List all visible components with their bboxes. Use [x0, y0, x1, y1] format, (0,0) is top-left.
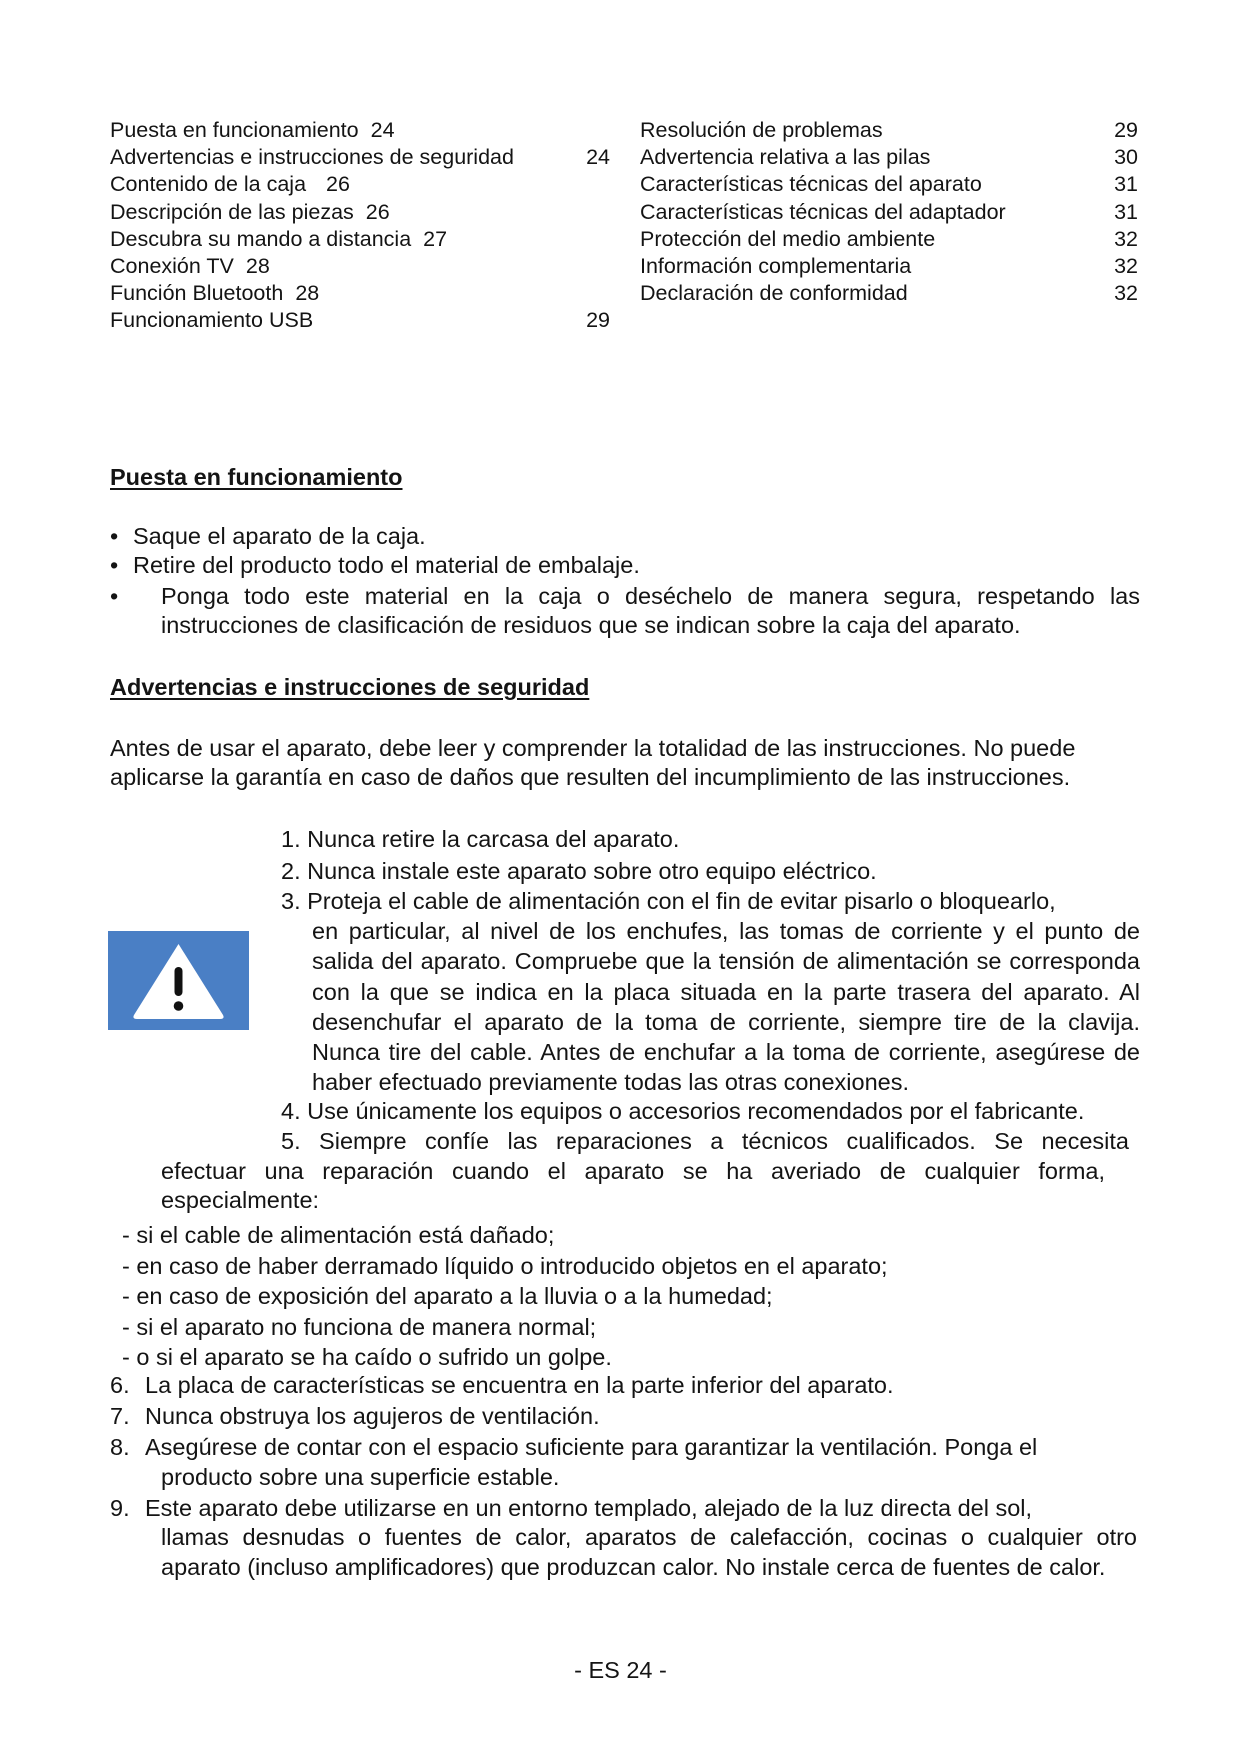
section-heading-puesta-en-funcionamiento: Puesta en funcionamiento	[110, 464, 403, 490]
toc-entry-page: 32	[1114, 226, 1138, 251]
safety-item-2: 2. Nunca instale este aparato sobre otro equipo eléctrico.	[281, 858, 877, 884]
toc-entry-page: 24	[586, 145, 610, 170]
safety-item-9-lead: Este aparato debe utilizarse en un entorno templado, alejado de la luz directa del sol,	[145, 1495, 1033, 1521]
safety-item-1: 1. Nunca retire la carcasa del aparato.	[281, 826, 680, 852]
list-item: - si el aparato no funciona de manera normal;	[122, 1313, 597, 1340]
toc-entry-page: 29	[586, 308, 610, 333]
toc-entry	[110, 144, 610, 171]
safety-item-6-number: 6.	[110, 1372, 130, 1398]
section-heading-advertencias: Advertencias e instrucciones de seguridad	[110, 674, 590, 700]
toc-entry-title: Advertencias e instrucciones de seguridad	[110, 145, 514, 170]
toc-entry-page: 28	[245, 253, 270, 278]
toc-entry-title: Descubra su mando a distancia	[110, 226, 412, 251]
list-item	[110, 522, 1140, 551]
safety-item-5-text: efectuar una reparación cuando el aparato se ha averiado de cualquier forma, especialmente:	[161, 1158, 1105, 1213]
toc-entry	[640, 226, 1138, 253]
toc-entry-title: Función Bluetooth	[110, 281, 284, 306]
safety-item-7-number: 7.	[110, 1403, 130, 1429]
safety-item-8-number: 8.	[110, 1434, 130, 1460]
toc-entry	[640, 199, 1138, 226]
toc-entry	[110, 253, 610, 280]
safety-item-4: 4. Use únicamente los equipos o accesorios recomendados por el fabricante.	[281, 1098, 1085, 1124]
toc-entry	[640, 144, 1138, 171]
toc-entry	[110, 307, 610, 334]
toc-entry	[110, 199, 610, 226]
toc-entry-title: Advertencia relativa a las pilas	[640, 145, 931, 170]
toc-entry-title: Puesta en funcionamiento	[110, 118, 359, 142]
list-item: - en caso de exposición del aparato a la lluvia o a la humedad;	[122, 1283, 773, 1309]
safety-item-6: La placa de características se encuentra en la parte inferior del aparato.	[145, 1372, 894, 1398]
safety-item-9-number: 9.	[110, 1495, 130, 1521]
toc-entry-page: 24	[370, 118, 395, 142]
toc-entry-title: Funcionamiento USB	[110, 308, 314, 333]
safety-item-8-text: producto sobre una superficie estable.	[161, 1464, 560, 1490]
toc-entry	[640, 280, 1138, 307]
list-item: - si el cable de alimentación está dañado;	[122, 1222, 555, 1248]
safety-item-8-lead: Asegúrese de contar con el espacio suficiente para garantizar la ventilación. Ponga el	[145, 1434, 1038, 1460]
toc-entry	[640, 117, 1138, 144]
warning-triangle-icon	[108, 931, 249, 1030]
toc-entry-title: Contenido de la caja	[110, 172, 307, 197]
toc-left-column	[110, 117, 610, 335]
toc-entry-title: Declaración de conformidad	[640, 281, 908, 306]
damage-conditions-list	[122, 1221, 888, 1374]
toc-entry-title: Características técnicas del adaptador	[640, 199, 1006, 224]
toc-entry	[110, 226, 610, 253]
toc-entry-page: 30	[1114, 145, 1138, 170]
bullet-icon: •	[110, 552, 119, 578]
safety-item-9-text: llamas desnudas o fuentes de calor, aparatos de calefacción, cocinas o cualquier otro aparato (incluso amplificadores) que produzcan calor. No instale cerca de fuentes de calor.	[161, 1524, 1137, 1580]
toc-entry-title: Características técnicas del aparato	[640, 172, 982, 197]
toc-entry-title: Conexión TV	[110, 253, 234, 278]
toc-entry	[640, 253, 1138, 280]
toc-entry-page: 31	[1114, 199, 1138, 224]
toc-entry-page: 27	[423, 226, 448, 251]
list-item: - en caso de haber derramado líquido o introducido objetos en el aparato;	[122, 1252, 888, 1279]
list-item-text: Saque el aparato de la caja.	[133, 523, 426, 549]
toc-entry	[110, 280, 610, 307]
toc-entry-page: 26	[365, 199, 390, 224]
toc-entry	[110, 117, 610, 144]
toc-right-column	[640, 117, 1138, 307]
list-item	[110, 582, 1140, 640]
toc-entry-page: 26	[326, 172, 350, 197]
toc-entry-title: Protección del medio ambiente	[640, 226, 936, 251]
toc-entry-page: 32	[1114, 253, 1138, 278]
list-item	[110, 551, 1140, 580]
safety-item-3-text: en particular, al nivel de los enchufes, las tomas de corriente y el punto de salida del aparato. Compruebe que la tensión de alimentación se corresponda con la que se indica en la placa situada en la parte trasera del aparato. Al desenchufar el aparato de la toma de corriente, siempre tire de la clavija. Nunca tire del cable. Antes de enchufar a la toma de corriente, asegúrese de haber efectuado previamente todas las otras conexiones.	[312, 918, 1140, 1096]
safety-item-3-lead: 3. Proteja el cable de alimentación con el fin de evitar pisarlo o bloquearlo,	[281, 888, 1056, 914]
safety-item-7: Nunca obstruya los agujeros de ventilación.	[145, 1403, 600, 1429]
intro-paragraph: Antes de usar el aparato, debe leer y comprender la totalidad de las instrucciones. No puede aplicarse la garantía en caso de daños que resulten del incumplimiento de las instrucciones.	[110, 735, 1076, 790]
safety-item-5-lead: 5. Siempre confíe las reparaciones a técnicos cualificados. Se necesita	[281, 1128, 1129, 1154]
toc-entry	[640, 171, 1138, 198]
toc-entry-title: Descripción de las piezas	[110, 199, 354, 224]
list-item-text: Retire del producto todo el material de embalaje.	[133, 552, 640, 578]
toc-entry	[110, 171, 610, 198]
toc-entry-title: Información complementaria	[640, 253, 912, 278]
toc-entry-page: 32	[1114, 281, 1138, 306]
page-number: - ES 24 -	[574, 1657, 667, 1683]
bullet-list	[110, 522, 1140, 640]
list-item-text: Ponga todo este material en la caja o deséchelo de manera segura, respetando las instrucciones de clasificación de residuos que se indican sobre la caja del aparato.	[161, 583, 1140, 638]
list-item: - o si el aparato se ha caído o sufrido un golpe.	[122, 1344, 612, 1370]
bullet-icon: •	[110, 583, 119, 609]
toc-entry-title: Resolución de problemas	[640, 118, 883, 142]
toc-entry-page: 28	[295, 281, 320, 306]
toc-entry-page: 31	[1114, 172, 1138, 197]
warning-sign	[108, 931, 249, 1030]
bullet-icon: •	[110, 523, 119, 549]
toc-entry-page: 29	[1114, 118, 1138, 142]
